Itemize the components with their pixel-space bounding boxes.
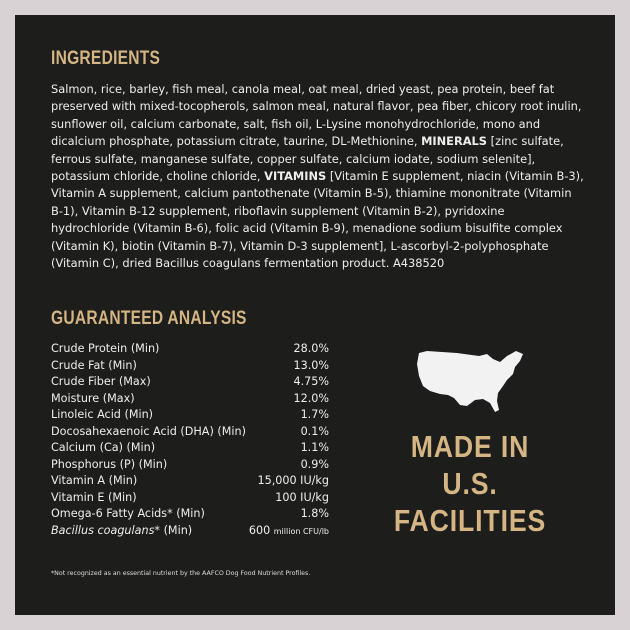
nutrient-name: Calcium (Ca) (Min) [51,441,156,454]
nutrient-name: Crude Fat (Min) [51,358,137,372]
nutrient-name-rest: * (Min) [154,523,193,537]
table-row [51,440,329,457]
table-row [51,490,329,507]
nutrient-value-number: 600 [248,523,271,537]
table-row [51,457,329,474]
nutrient-name: Moisture (Max) [51,391,135,405]
ingredients-text [51,81,585,272]
nutrient-name: Vitamin E (Min) [51,490,137,504]
usa-line: U.S. [442,466,498,501]
table-row [51,407,329,424]
table-row [51,473,329,490]
minerals-label: MINERALS [421,134,488,149]
usa-map-icon [417,350,525,414]
ingredients-part-1: Salmon, rice, barley, fish meal, canola meal, oat meal, dried yeast, pea protein, beef fat preserved with mixed-tocopherols, salmon meal, natural flavor, pea fiber, chicory root inulin, sunflower oil, calcium carbonate, salt, fish oil, L-Lysine monohydrochloride, mono and dicalcium phosphate, potassium citrate, taurine, DL-Methionine, [51,82,582,149]
nutrient-name: Linoleic Acid (Min) [51,408,154,421]
nutrient-value: 1.7% [300,408,329,421]
nutrient-value: 15,000 IU/kg [257,474,329,487]
guaranteed-analysis-table [51,341,329,539]
ingredients-part-2: [zinc sulfate, ferrous sulfate, manganese sulfate, copper sulfate, calcium iodate, sodium selenite], potassium chloride, choline chloride, [51,134,564,184]
nutrient-name: Docosahexaenoic Acid (DHA) (Min) [51,424,246,438]
nutrient-name: Phosphorus (P) (Min) [51,457,168,471]
table-row [51,506,329,523]
nutrient-value: 1.1% [300,441,329,454]
nutrient-name-italic: Bacillus coagulans [51,523,155,537]
nutrient-value: 0.1% [300,424,329,438]
table-row [51,523,329,540]
table-row [51,358,329,375]
made-in-line: MADE IN [410,429,530,464]
nutrient-value-unit: million CFU/lb [273,526,329,536]
footnote: *Not recognized as an essential nutrient by the AAFCO Dog Food Nutrient Profiles. [51,570,311,577]
nutrient-value [249,523,329,541]
nutrient-value: 1.8% [300,507,329,520]
nutrient-name: Crude Protein (Min) [51,342,160,355]
nutrient-name: Crude Fiber (Max) [51,375,151,388]
nutrition-panel [15,15,615,615]
ingredients-part-3: [Vitamin E supplement, niacin (Vitamin B-3), Vitamin A supplement, calcium pantothenate (Vitamin B-5), thiamine mononitrate (Vitamin B-1), Vitamin B-12 supplement, riboflavin supplement (Vitamin B-2), pyridoxine hydrochloride (Vitamin B-6), folic acid (Vitamin B-9), menadione sodium bisulfite complex (Vitamin K), biotin (Vitamin B-7), Vitamin D-3 supplement], L-ascorbyl-2-polyphosphate (Vitamin C), dried Bacillus coagulans fermentation product. A438520 [51,169,584,271]
table-row [51,341,329,358]
nutrient-name: Omega-6 Fatty Acids* (Min) [51,507,205,520]
nutrient-value: 100 IU/kg [275,490,329,504]
vitamins-label: VITAMINS [264,169,327,184]
table-row [51,374,329,391]
nutrient-value: 4.75% [293,375,329,388]
nutrient-value: 13.0% [293,358,329,372]
nutrient-name: Vitamin A (Min) [51,474,138,487]
nutrient-name [51,523,192,540]
table-row [51,391,329,408]
ingredients-heading: INGREDIENTS [51,48,161,69]
nutrient-value: 0.9% [300,457,329,471]
nutrient-value: 12.0% [293,391,329,405]
guaranteed-analysis-heading: GUARANTEED ANALYSIS [51,308,247,329]
made-in-usa-badge [388,428,551,539]
facilities-line: FACILITIES [393,503,547,538]
table-row [51,424,329,441]
nutrient-value: 28.0% [293,342,329,355]
